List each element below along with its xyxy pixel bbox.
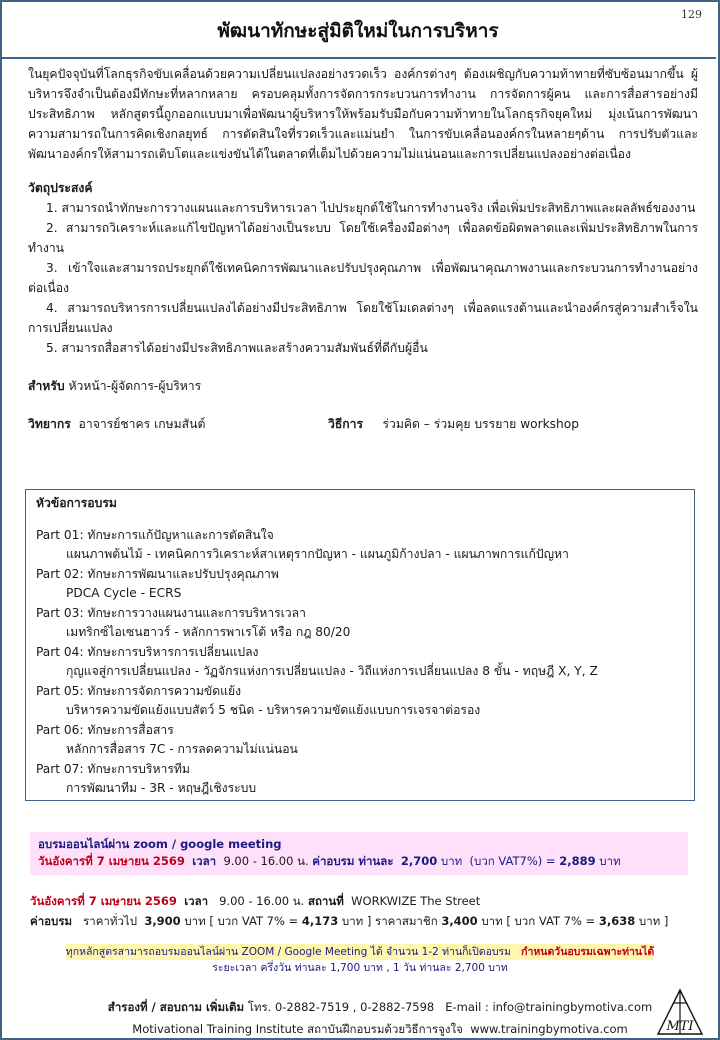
onsite-date: วันอังคารที่ 7 เมษายน 2569 bbox=[30, 894, 177, 908]
trainer-label: วิทยากร bbox=[28, 417, 71, 431]
part-heading: Part 02: ทักษะการพัฒนาและปรับปรุงคุณภาพ bbox=[36, 566, 279, 581]
objective-item: 5. สามารถสื่อสารได้อย่างมีประสิทธิภาพและสร้างความสัมพันธ์ที่ดีกับผู้อื่น bbox=[46, 341, 428, 355]
general-price: 3,900 bbox=[144, 914, 181, 928]
part-heading: Part 04: ทักษะการบริหารการเปลี่ยนแปลง bbox=[36, 644, 259, 659]
online-heading: อบรมออนไลน์ผ่าน zoom / google meeting bbox=[38, 837, 282, 851]
mti-logo-icon bbox=[656, 988, 704, 1036]
main-content bbox=[28, 64, 698, 434]
note-text: ทุกหลักสูตรสามารถอบรมออนไลน์ผ่าน ZOOM / Google Meeting ได้ จำนวน 1-2 ท่านก็เปิดอบรม bbox=[65, 946, 512, 958]
member-total: 3,638 bbox=[598, 914, 636, 928]
online-currency-2: บาท bbox=[599, 854, 621, 868]
online-schedule bbox=[38, 853, 680, 870]
footer bbox=[100, 996, 660, 1040]
intro-paragraph: ในยุคปัจจุบันที่โลกธุรกิจขับเคลื่อนด้วยความเปลี่ยนแปลงอย่างรวดเร็ว องค์กรต่างๆ ต้องเผชิญกับความท้าทายที่ซับซ้อนมากขึ้น ผู้บริหารจึงจำเป็นต้องมีทักษะที่หลากหลาย ครอบคลุมทั้งการจัดการกระบวนการทำงาน การจัดการผู้คน และการสื่อสารอย่างมีประสิทธิภาพ หลักสูตรนี้ถูกออกแบบมาเพื่อพัฒนาผู้บริหารให้พร้อมรับมือกับความท้าทายในโลกธุรกิจยุคใหม่ มุ่งเน้นการพัฒนาความสามารถในการคิดเชิงกลยุทธ์ การตัดสินใจที่รวดเร็วและแม่นยำ ในการขับเคลื่อนองค์กรในหลายๆด้าน การปรับตัวและพัฒนาองค์กรให้สามารถเติบโตและแข่งขันได้ในตลาดที่เต็มไปด้วยความไม่แน่นอนและการเปลี่ยนแปลงอย่างต่อเนื่อง bbox=[28, 67, 698, 161]
online-training-box bbox=[30, 832, 688, 875]
logo-text: MTI bbox=[666, 1019, 694, 1034]
onsite-venue-label: สถานที่ bbox=[307, 894, 344, 908]
trainer-row bbox=[28, 414, 698, 434]
onsite-venue: WORKWIZE The Street bbox=[351, 894, 481, 908]
footer-contact bbox=[100, 996, 660, 1018]
part-detail: กุญแจสู่การเปลี่ยนแปลง - วัฏจักรแห่งการเปลี่ยนแปลง - วิถีแห่งการเปลี่ยนแปลง 8 ขั้น - ทฤษฎี X, Y, Z bbox=[66, 664, 598, 678]
online-date: วันอังคารที่ 7 เมษายน 2569 bbox=[38, 854, 185, 868]
objective-item: 3. เข้าใจและสามารถประยุกต์ใช้เทคนิคการพัฒนาและปรับปรุงคุณภาพ เพื่อพัฒนาคุณภาพงานและกระบวนการทำงานอย่างต่อเนื่อง bbox=[28, 261, 698, 295]
part-heading: Part 01: ทักษะการแก้ปัญหาและการตัดสินใจ bbox=[36, 527, 274, 542]
general-total: 4,173 bbox=[301, 914, 339, 928]
general-vat-text: บาท [ บวก VAT 7% = bbox=[184, 914, 299, 928]
header bbox=[0, 0, 716, 59]
online-time: 9.00 - 16.00 น. bbox=[223, 854, 309, 868]
contact-email[interactable]: E-mail : info@trainingbymotiva.com bbox=[445, 1000, 653, 1014]
member-price: 3,400 bbox=[441, 914, 478, 928]
onsite-fees bbox=[30, 911, 700, 931]
onsite-schedule bbox=[30, 891, 700, 911]
method-label: วิธีการ bbox=[328, 417, 364, 431]
online-time-label: เวลา bbox=[192, 854, 217, 868]
part-detail: การพัฒนาทีม - 3R - หฤษฎีเชิงระบบ bbox=[66, 781, 257, 795]
part-detail: บริหารความขัดแย้งแบบสัตว์ 5 ชนิด - บริหารความขัดแย้งแบบการเจรจาต่อรอง bbox=[66, 703, 481, 717]
part-heading: Part 06: ทักษะการสื่อสาร bbox=[36, 722, 174, 737]
objective-item: 1. สามารถนำทักษะการวางแผนและการบริหารเวลา ไปประยุกต์ใช้ในการทำงานจริง เพื่อเพิ่มประสิทธิภาพและผลลัพธ์ของงาน bbox=[46, 201, 696, 215]
onsite-fee-label: ค่าอบรม bbox=[30, 914, 73, 928]
part-detail: หลักการสื่อสาร 7C - การลดความไม่แน่นอน bbox=[66, 742, 298, 756]
contact-label: สำรองที่ / สอบถาม เพิ่มเติม bbox=[107, 1000, 245, 1014]
member-price-label: บาท ] ราคาสมาชิก bbox=[341, 914, 438, 928]
online-total: 2,889 bbox=[559, 854, 596, 868]
part-heading: Part 07: ทักษะการบริหารทีม bbox=[36, 761, 190, 776]
general-price-label: ราคาทั่วไป bbox=[83, 914, 137, 928]
onsite-time-label: เวลา bbox=[184, 894, 209, 908]
part-heading: Part 05: ทักษะการจัดการความขัดแย้ง bbox=[36, 683, 242, 698]
note-highlight: กำหนดวันอบรมเฉพาะท่านได้ bbox=[521, 946, 655, 958]
member-vat-text: บาท [ บวก VAT 7% = bbox=[481, 914, 596, 928]
audience-value: หัวหน้า-ผู้จัดการ-ผู้บริหาร bbox=[68, 379, 202, 393]
online-currency: บาท bbox=[440, 854, 463, 868]
part-heading: Part 03: ทักษะการวางแผนงานและการบริหารเวลา bbox=[36, 605, 306, 620]
objectives-title: วัตถุประสงค์ bbox=[28, 181, 93, 195]
page-number: 129 bbox=[681, 8, 702, 21]
part-detail: เมทริกซ์ไอเซนฮาวร์ - หลักการพาเรโต้ หรือ กฎ 80/20 bbox=[66, 625, 351, 639]
website-link[interactable]: www.trainingbymotiva.com bbox=[470, 1022, 628, 1036]
part-detail: PDCA Cycle - ECRS bbox=[66, 586, 182, 600]
onsite-fee-tail: บาท ] bbox=[638, 914, 669, 928]
part-detail: แผนภาพต้นไม้ - เทคนิคการวิเคราะห์สาเหตุรากปัญหา - แผนภูมิก้างปลา - แผนภาพการแก้ปัญหา bbox=[66, 547, 569, 561]
trainer-value: อาจารย์ชาคร เกษมสันต์ bbox=[78, 417, 206, 431]
note-line-1 bbox=[66, 944, 654, 960]
audience-row bbox=[28, 376, 698, 396]
method-group bbox=[328, 414, 579, 434]
onsite-training bbox=[30, 891, 700, 931]
org-name: Motivational Training Institute สถาบันฝึกอบรมด้วยวิธีการจูงใจ bbox=[132, 1022, 463, 1036]
page-title: พัฒนาทักษะสู่มิติใหม่ในการบริหาร bbox=[217, 20, 499, 42]
objective-item: 2. สามารถวิเคราะห์และแก้ไขปัญหาได้อย่างเป็นระบบ โดยใช้เครื่องมือต่างๆ เพื่อลดข้อผิดพลาดและเพิ่มประสิทธิภาพในการทำงาน bbox=[28, 221, 698, 255]
online-vat-label: (บวก VAT7%) = bbox=[469, 854, 556, 868]
onsite-time: 9.00 - 16.00 น. bbox=[219, 894, 305, 908]
online-fee: 2,700 bbox=[400, 854, 438, 868]
topics-title: หัวข้อการอบรม bbox=[36, 496, 117, 510]
online-fee-label: ค่าอบรม ท่านละ bbox=[312, 854, 394, 868]
note-line-2: ระยะเวลา ครึ่งวัน ท่านละ 1,700 บาท , 1 วัน ท่านละ 2,700 บาท bbox=[212, 962, 508, 974]
audience-label: สำหรับ bbox=[28, 379, 65, 393]
footer-org bbox=[100, 1018, 660, 1040]
contact-phone: โทร. 0-2882-7519 , 0-2882-7598 bbox=[247, 1000, 435, 1014]
online-note bbox=[20, 944, 700, 976]
method-value: ร่วมคิด – ร่วมคุย บรรยาย workshop bbox=[382, 417, 579, 431]
topics-box bbox=[25, 489, 695, 801]
objective-item: 4. สามารถบริหารการเปลี่ยนแปลงได้อย่างมีประสิทธิภาพ โดยใช้โมเดลต่างๆ เพื่อลดแรงต้านและนำองค์กรสู่ความสำเร็จในการเปลี่ยนแปลง bbox=[28, 301, 698, 335]
